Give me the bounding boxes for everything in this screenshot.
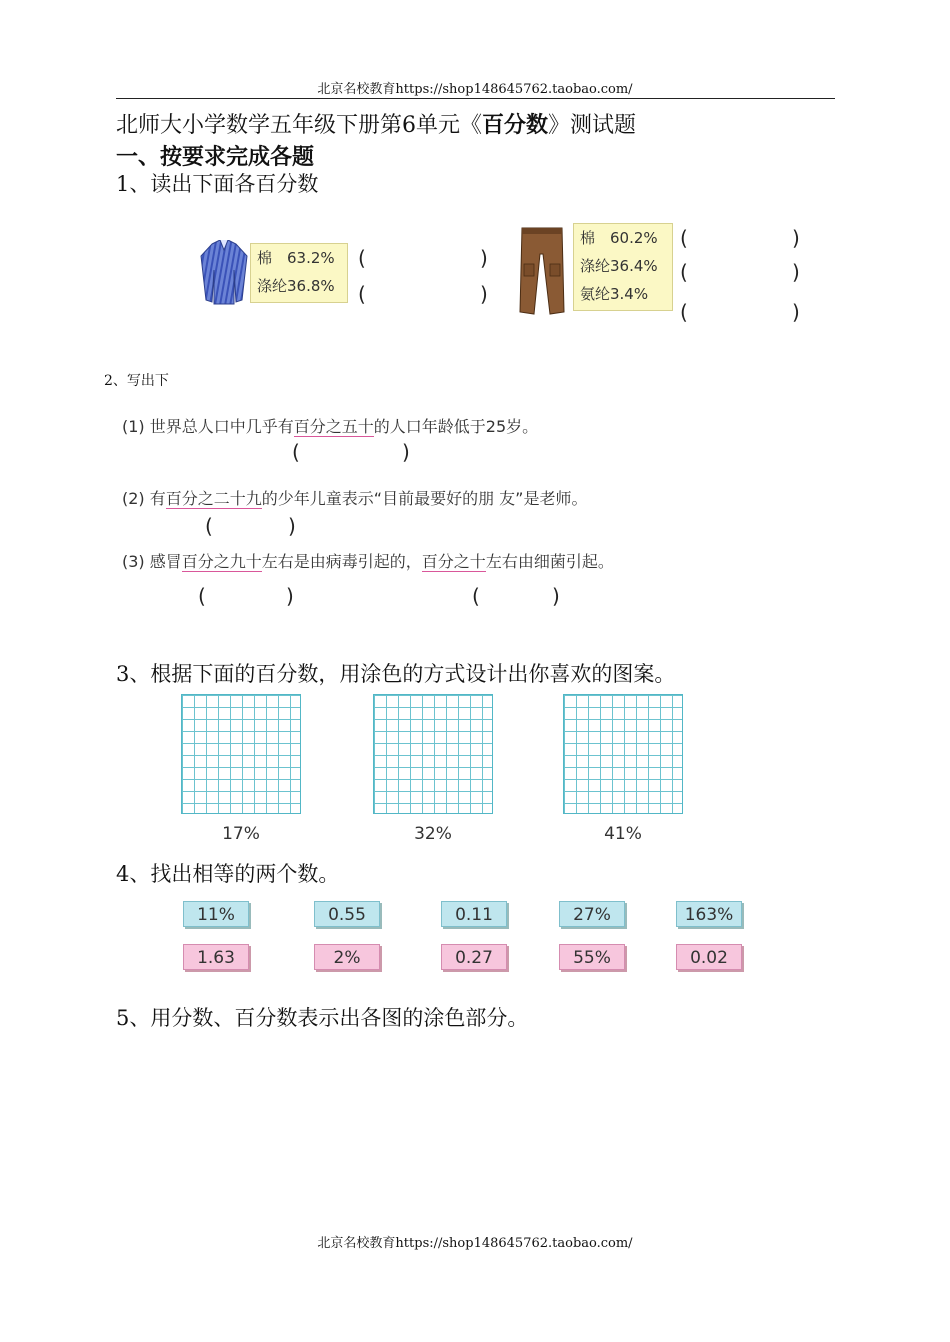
sentence-text: 左右是由病毒引起的，: [261, 552, 422, 571]
number-card[interactable]: 0.27: [441, 944, 507, 970]
q2-label: 2、写出下: [104, 373, 169, 389]
answer-paren-open: (: [358, 282, 366, 306]
number-card[interactable]: 11%: [183, 901, 249, 927]
answer-paren-close: ): [480, 282, 488, 306]
answer-paren-open: (: [205, 514, 213, 538]
shirt-icon: [200, 240, 248, 306]
shirt-line-2: 涤纶36.8%: [257, 277, 335, 295]
answer-paren-close: ): [286, 584, 294, 608]
shirt-fabric-label: [250, 243, 348, 303]
page-title: [116, 108, 636, 139]
pants-line-2: 涤纶36.4%: [580, 257, 658, 275]
title-bold: 百分数: [482, 112, 549, 138]
q1-label: 1、读出下面各百分数: [116, 172, 319, 196]
grid-percent: 32%: [414, 824, 452, 844]
grid-percent: 41%: [604, 824, 642, 844]
q2-sentence-1: [122, 414, 538, 437]
q2-sentence-2: [122, 486, 587, 509]
answer-paren-close: ): [792, 300, 800, 324]
answer-paren-open: (: [198, 584, 206, 608]
sentence-text: 的人口年龄低于25岁。: [373, 417, 539, 436]
answer-paren-close: ): [552, 584, 560, 608]
number-card[interactable]: 0.02: [676, 944, 742, 970]
q4-label: 4、找出相等的两个数。: [116, 862, 340, 886]
hundred-grid[interactable]: [373, 694, 493, 814]
title-prefix: 北师大小学数学五年级下册第6单元《: [116, 113, 482, 138]
pants-fabric-label: [573, 223, 673, 311]
title-suffix: 》测试题: [548, 113, 637, 138]
answer-paren-open: (: [680, 300, 688, 324]
answer-paren-open: (: [292, 440, 300, 464]
page-header: 北京名校教育https://shop148645762.taobao.com/: [317, 82, 633, 97]
pants-icon: [518, 224, 566, 316]
number-card[interactable]: 0.55: [314, 901, 380, 927]
hundred-grid[interactable]: [181, 694, 301, 814]
q2-sentence-3: [122, 549, 614, 572]
shirt-line-1: 棉 63.2%: [257, 249, 335, 267]
sentence-text: 左右由细菌引起。: [485, 552, 614, 571]
answer-paren-close: ): [402, 440, 410, 464]
q5-label: 5、用分数、百分数表示出各图的涂色部分。: [116, 1006, 529, 1030]
sentence-text: 的少年儿童表示“目前最要好的朋 友”是老师。: [261, 489, 588, 508]
answer-paren-open: (: [680, 226, 688, 250]
underlined-phrase: 百分之九十: [181, 552, 262, 571]
underlined-phrase: 百分之五十: [293, 417, 374, 436]
number-card[interactable]: 163%: [676, 901, 742, 927]
pants-line-3: 氨纶3.4%: [580, 285, 649, 303]
answer-paren-close: ): [792, 226, 800, 250]
sentence-text: (3) 感冒: [122, 552, 182, 571]
answer-paren-open: (: [680, 260, 688, 284]
answer-paren-close: ): [288, 514, 296, 538]
number-card[interactable]: 55%: [559, 944, 625, 970]
answer-paren-close: ): [480, 246, 488, 270]
number-card[interactable]: 27%: [559, 901, 625, 927]
header-divider: [116, 98, 835, 99]
section-heading: 一、按要求完成各题: [116, 144, 315, 170]
q3-label: 3、根据下面的百分数，用涂色的方式设计出你喜欢的图案。: [116, 662, 676, 686]
number-card[interactable]: 2%: [314, 944, 380, 970]
underlined-phrase: 百分之二十九: [165, 489, 262, 508]
page-footer: 北京名校教育https://shop148645762.taobao.com/: [317, 1236, 633, 1251]
pants-line-1: 棉 60.2%: [580, 229, 658, 247]
underlined-phrase: 百分之十: [421, 552, 486, 571]
answer-paren-open: (: [358, 246, 366, 270]
sentence-text: (2) 有: [122, 489, 166, 508]
answer-paren-close: ): [792, 260, 800, 284]
hundred-grid[interactable]: [563, 694, 683, 814]
grid-percent: 17%: [222, 824, 260, 844]
sentence-text: (1) 世界总人口中几乎有: [122, 417, 294, 436]
number-card[interactable]: 0.11: [441, 901, 507, 927]
number-card[interactable]: 1.63: [183, 944, 249, 970]
answer-paren-open: (: [472, 584, 480, 608]
